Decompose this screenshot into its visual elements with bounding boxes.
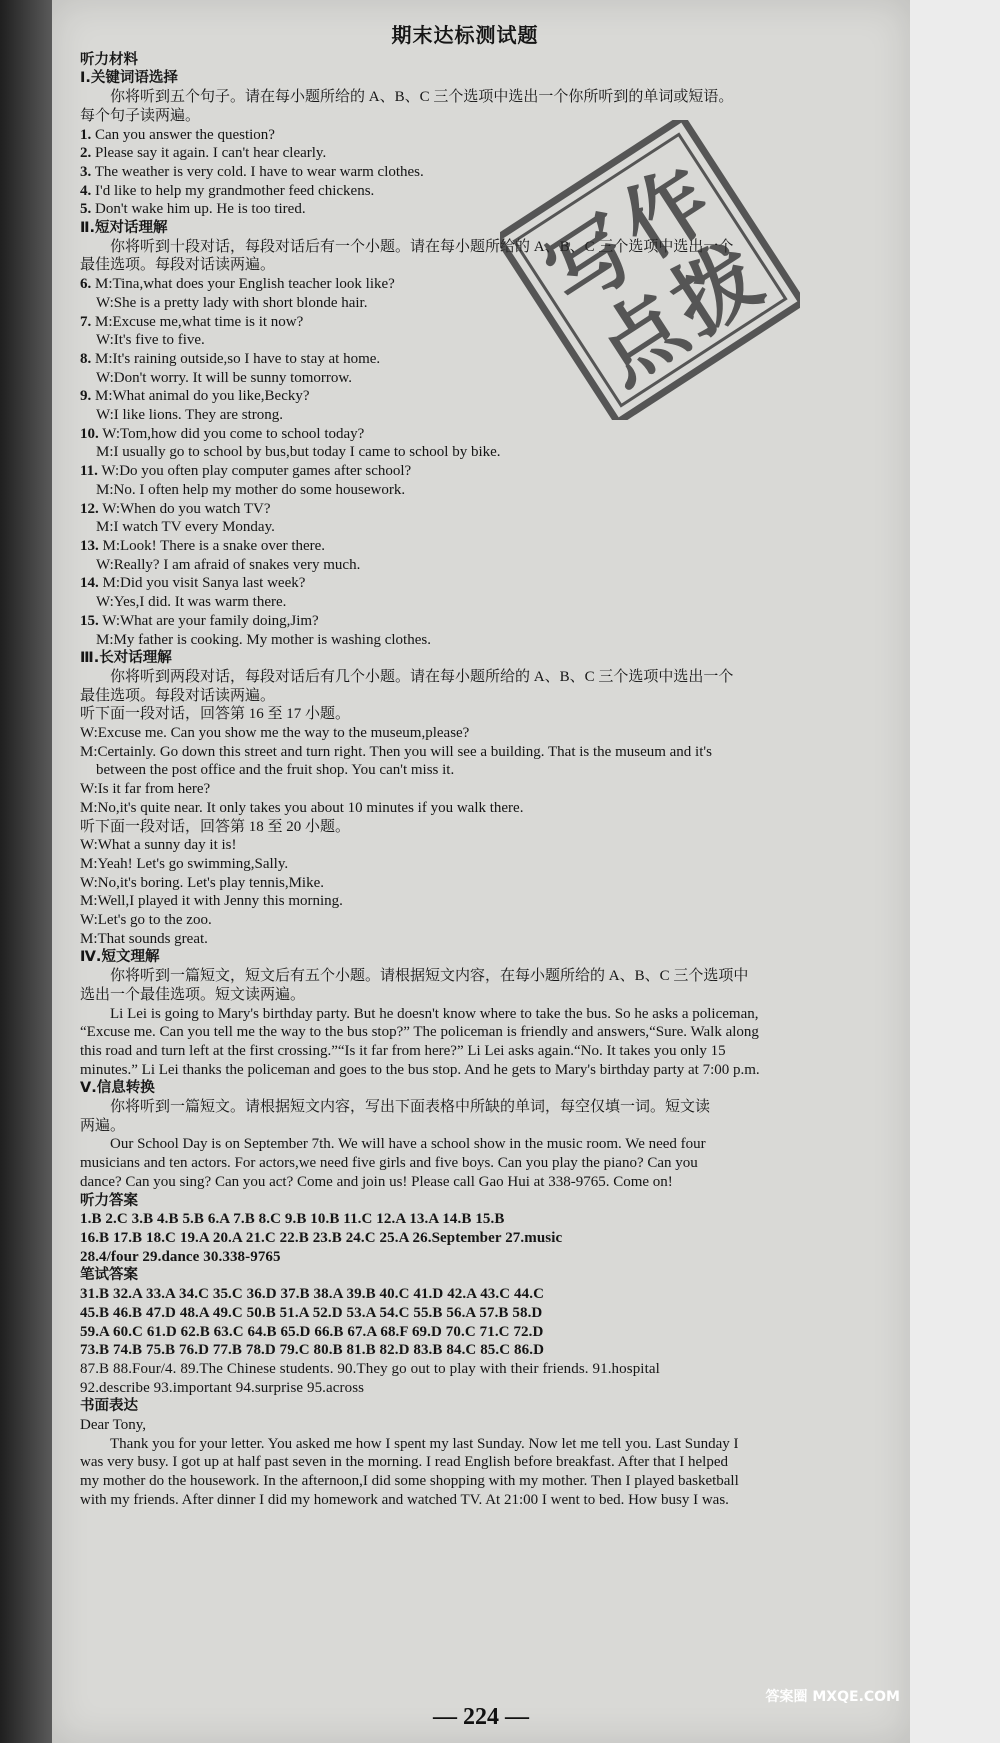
- answer-row: 28.4/four 29.dance 30.338-9765: [80, 1248, 281, 1265]
- answer-row: 16.B 17.B 18.C 19.A 20.A 21.C 22.B 23.B 24.C 25.A 26.September 27.music: [80, 1230, 563, 1246]
- listening-answers-header: 听力答案: [80, 1192, 138, 1209]
- passage-line: dance? Can you sing? Can you act? Come and join us! Please call Gao Hui at 338-9765. Come on!: [80, 1173, 673, 1190]
- section-4-title: Ⅳ.短文理解: [80, 949, 160, 966]
- dialog-line: 14. M:Did you visit Sanya last week?: [80, 575, 306, 592]
- section-3-instruction-2: 最佳选项。每段对话读两遍。: [80, 687, 276, 704]
- section-2-instruction-2: 最佳选项。每段对话读两遍。: [80, 257, 276, 274]
- dialog-line: W:Excuse me. Can you show me the way to the museum,please?: [80, 725, 470, 742]
- stamp-char: 作: [604, 148, 729, 277]
- dialog-line: W:What a sunny day it is!: [80, 837, 237, 854]
- page-title: 期末达标测试题: [391, 23, 539, 47]
- page-number: — 224 —: [433, 1704, 529, 1730]
- section-5-title: Ⅴ.信息转换: [80, 1080, 155, 1097]
- site-watermark: 答案圈 MXQE.COM: [765, 1689, 900, 1705]
- scan-left-edge: [0, 0, 52, 1743]
- listening-material-header: 听力材料: [80, 51, 138, 68]
- dialog-line: 7. M:Excuse me,what time is it now?: [80, 313, 304, 330]
- letter-greeting: Dear Tony,: [80, 1417, 147, 1434]
- letter-line: was very busy. I got up at half past seven in the morning. I read English before breakfast. After that I helped: [80, 1454, 728, 1471]
- section-1-title: Ⅰ.关键词语选择: [80, 70, 178, 87]
- dialog-line: M:No,it's quite near. It only takes you about 10 minutes if you walk there.: [80, 799, 524, 816]
- list-item: 3. The weather is very cold. I have to wear warm clothes.: [80, 163, 424, 180]
- section-3-title: Ⅲ.长对话理解: [80, 650, 172, 667]
- section-2-instruction: 你将听到十段对话，每段对话后有一个小题。请在每小题所给的 A、B、C 三个选项中选出一个: [110, 238, 734, 255]
- answer-row: 87.B 88.Four/4. 89.The Chinese students. 90.They go out to play with their friends. 91.hospital: [80, 1360, 660, 1377]
- section-3-part-2-intro: 听下面一段对话，回答第 18 至 20 小题。: [80, 818, 351, 835]
- letter-line: my mother do the housework. In the afternoon,I did some shopping with my mother. Then I played basketball: [80, 1473, 739, 1490]
- dialog-line: M:My father is cooking. My mother is washing clothes.: [96, 631, 431, 648]
- answer-row: 31.B 32.A 33.A 34.C 35.C 36.D 37.B 38.A 39.B 40.C 41.D 42.A 43.C 44.C: [80, 1286, 545, 1303]
- dialog-line: W:Is it far from here?: [80, 781, 211, 798]
- list-item: 4. I'd like to help my grandmother feed chickens.: [80, 182, 375, 199]
- passage-line: Our School Day is on September 7th. We will have a school show in the music room. We need four: [110, 1136, 706, 1153]
- page-content: [80, 23, 850, 1510]
- section-1-instruction-2: 每个句子读两遍。: [80, 107, 201, 124]
- exam-page: [52, 0, 910, 1743]
- section-5-instruction: 你将听到一篇短文。请根据短文内容，写出下面表格中所缺的单词，每空仅填一词。短文读: [110, 1099, 711, 1116]
- section-4-instruction: 你将听到一篇短文，短文后有五个小题。请根据短文内容，在每小题所给的 A、B、C 三个选项中: [110, 968, 749, 985]
- list-item: 5. Don't wake him up. He is too tired.: [80, 201, 306, 218]
- passage-line: this road and turn left at the first crossing.”“Is it far from here?” Li Lei asks again.“No. It takes you only 15: [80, 1042, 726, 1059]
- dialog-line: M:I watch TV every Monday.: [96, 519, 275, 536]
- list-item: 2. Please say it again. I can't hear clearly.: [80, 145, 327, 162]
- scan-right-edge: [910, 0, 1000, 1743]
- dialog-line: M:Yeah! Let's go swimming,Sally.: [80, 855, 289, 872]
- letter-line: with my friends. After dinner I did my homework and watched TV. At 21:00 I went to bed. How busy I was.: [80, 1491, 729, 1508]
- section-2-title: Ⅱ.短对话理解: [80, 220, 168, 237]
- answer-row: 59.A 60.C 61.D 62.B 63.C 64.B 65.D 66.B 67.A 68.F 69.D 70.C 71.C 72.D: [80, 1323, 544, 1340]
- list-item: 1. Can you answer the question?: [80, 126, 275, 143]
- dialog-line: W:She is a pretty lady with short blonde hair.: [96, 294, 368, 311]
- dialog-line: W:Really? I am afraid of snakes very much.: [96, 556, 361, 573]
- dialog-line: M:Well,I played it with Jenny this morning.: [80, 893, 343, 910]
- dialog-line: M:No. I often help my mother do some housework.: [96, 481, 406, 498]
- passage-line: “Excuse me. Can you tell me the way to the bus stop?” The policeman is friendly and answers,“Sure. Walk along: [80, 1024, 759, 1041]
- dialog-line: M:That sounds great.: [80, 930, 208, 947]
- writing-header: 书面表达: [80, 1398, 138, 1415]
- stamp-char: 写: [529, 197, 653, 326]
- dialog-line: M:I usually go to school by bus,but today I came to school by bike.: [96, 444, 501, 461]
- passage-line: Li Lei is going to Mary's birthday party. But he doesn't know where to take the bus. So he asks a policeman,: [110, 1005, 759, 1022]
- dialog-line: W:Don't worry. It will be sunny tomorrow.: [96, 369, 352, 386]
- section-1-items: [80, 126, 850, 220]
- section-3-part-1-intro: 听下面一段对话，回答第 16 至 17 小题。: [80, 706, 351, 723]
- dialog-line: 10. W:Tom,how did you come to school today?: [80, 425, 365, 442]
- stamp-char: 拨: [654, 225, 779, 354]
- answer-row: 45.B 46.B 47.D 48.A 49.C 50.B 51.A 52.D 53.A 54.C 55.B 56.A 57.B 58.D: [80, 1304, 543, 1321]
- passage-line: minutes.” Li Lei thanks the policeman and goes to the bus stop. And he gets to Mary's birthday party at 7:00 p.m.: [80, 1061, 760, 1078]
- section-3-instruction: 你将听到两段对话，每段对话后有几个小题。请在每小题所给的 A、B、C 三个选项中选出一个: [110, 668, 734, 685]
- dialog-line: 13. M:Look! There is a snake over there.: [80, 537, 326, 554]
- dialog-line: W:I like lions. They are strong.: [96, 407, 284, 424]
- answer-row: 73.B 74.B 75.B 76.D 77.B 78.D 79.C 80.B 81.B 82.D 83.B 84.C 85.C 86.D: [80, 1342, 545, 1359]
- dialog-line: W:It's five to five.: [96, 332, 205, 349]
- dialog-line: W:No,it's boring. Let's play tennis,Mike.: [80, 874, 324, 891]
- section-4-instruction-2: 选出一个最佳选项。短文读两遍。: [80, 986, 306, 1003]
- passage-line: musicians and ten actors. For actors,we need five girls and five boys. Can you play the piano? Can you: [80, 1155, 698, 1172]
- dialog-line: M:Certainly. Go down this street and turn right. Then you will see a building. That is the museum and it's: [80, 743, 712, 760]
- dialog-line: W:Yes,I did. It was warm there.: [96, 594, 287, 611]
- dialog-line: 9. M:What animal do you like,Becky?: [80, 388, 310, 405]
- section-2-dialogs: [80, 275, 850, 649]
- dialog-line: 6. M:Tina,what does your English teacher look like?: [80, 276, 395, 293]
- dialog-line: between the post office and the fruit shop. You can't miss it.: [96, 762, 455, 779]
- section-5-instruction-2: 两遍。: [80, 1117, 126, 1134]
- answer-row: 1.B 2.C 3.B 4.B 5.B 6.A 7.B 8.C 9.B 10.B 11.C 12.A 13.A 14.B 15.B: [80, 1211, 505, 1228]
- dialog-line: 8. M:It's raining outside,so I have to stay at home.: [80, 350, 381, 367]
- section-1-instruction: 你将听到五个句子。请在每小题所给的 A、B、C 三个选项中选出一个你所听到的单词或短语。: [110, 89, 734, 106]
- written-answers-header: 笔试答案: [80, 1267, 138, 1284]
- letter-line: Thank you for your letter. You asked me how I spent my last Sunday. Now let me tell you. Last Sunday I: [110, 1435, 739, 1452]
- stamp-char: 点: [579, 274, 704, 403]
- dialog-line: 12. W:When do you watch TV?: [80, 500, 271, 517]
- dialog-line: 11. W:Do you often play computer games after school?: [80, 463, 412, 480]
- dialog-line: 15. W:What are your family doing,Jim?: [80, 612, 319, 629]
- answer-row: 92.describe 93.important 94.surprise 95.across: [80, 1379, 365, 1396]
- dialog-line: W:Let's go to the zoo.: [80, 912, 212, 929]
